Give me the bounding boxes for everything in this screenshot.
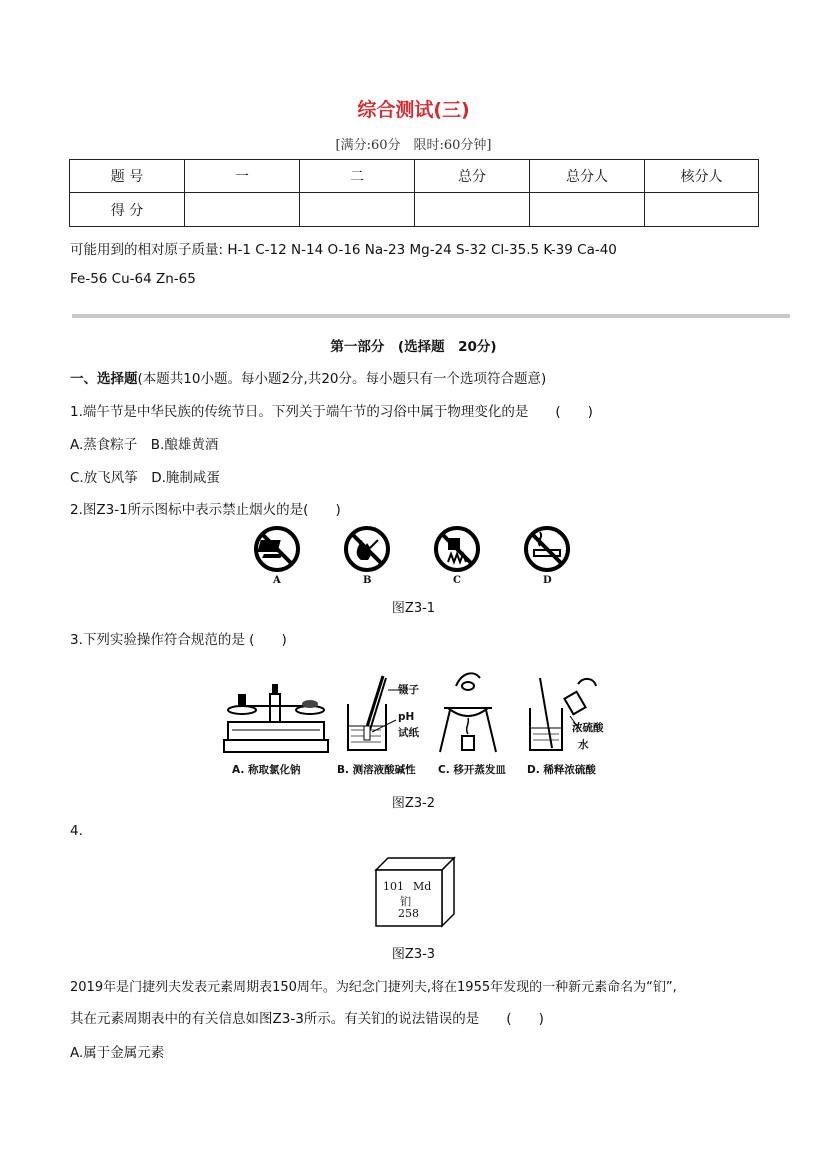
score-row-label: 得 分 [70, 193, 185, 227]
question-4-stem-line1: 2019年是门捷列夫发表元素周期表150周年。为纪念门捷列夫,将在1955年发现的一种新元素命名为“钔”, [70, 980, 677, 995]
score-table-header-row [70, 160, 759, 193]
score-cell[interactable] [185, 193, 300, 227]
experiment-figure [218, 664, 618, 760]
sign-label-d: D [543, 575, 552, 586]
experiment-caption-a: A. 称取氯化钠 [232, 764, 301, 776]
section-description: (本题共10小题。每小题2分,共20分。每小题只有一个选项符合题意) [137, 371, 547, 387]
score-header-cell: 二 [300, 160, 415, 193]
element-name: 钔 [400, 895, 411, 908]
element-atomic-number: 101 [383, 880, 404, 893]
page-title: 综合测试(三) [357, 99, 470, 121]
score-table [69, 159, 759, 227]
score-header-cell: 总分 [415, 160, 530, 193]
no-open-flame-icon [346, 528, 388, 570]
score-header-cell: 核分人 [645, 160, 759, 193]
exam-limits: [满分:60分 限时:60分钟] [335, 138, 492, 153]
experiment-caption-c: C. 移开蒸发皿 [438, 764, 506, 776]
label-test-paper: 试纸 [398, 727, 419, 739]
score-cell[interactable] [415, 193, 530, 227]
sign-label-b: B [363, 575, 372, 586]
score-header-cell: 一 [185, 160, 300, 193]
question-1-stem: 1.端午节是中华民族的传统节日。下列关于端午节的习俗中属于物理变化的是 ( ) [70, 404, 593, 420]
label-water: 水 [578, 739, 589, 751]
figure-caption-z3-2: 图Z3-2 [391, 796, 436, 811]
experiment-caption-d: D. 稀释浓硫酸 [527, 764, 596, 776]
question-3-stem: 3.下列实验操作符合规范的是 ( ) [70, 632, 287, 648]
label-ph: pH [398, 711, 415, 723]
score-table-score-row [70, 193, 759, 227]
section-divider [72, 314, 790, 318]
score-cell[interactable] [530, 193, 645, 227]
score-header-cell: 题 号 [70, 160, 185, 193]
label-tweezers: 镊子 [398, 684, 419, 696]
score-header-cell: 总分人 [530, 160, 645, 193]
no-fireworks-icon [436, 528, 478, 570]
question-4-number: 4. [70, 823, 83, 839]
sign-label-c: C [453, 575, 461, 586]
section-title: 一、选择题 [70, 371, 138, 387]
sign-label-a: A [273, 575, 281, 586]
part-heading: 第一部分 (选择题 20分) [330, 339, 497, 355]
no-smoking-icon [526, 528, 568, 570]
figure-caption-z3-1: 图Z3-1 [391, 601, 436, 616]
atomic-masses-line1: 可能用到的相对原子质量: H-1 C-12 N-14 O-16 Na-23 Mg-24 S-32 Cl-35.5 K-39 Ca-40 [70, 242, 617, 258]
question-1-options-cd: C.放飞风筝 D.腌制咸蛋 [70, 470, 220, 486]
question-4-stem-line2: 其在元素周期表中的有关信息如图Z3-3所示。有关钔的说法错误的是 ( ) [70, 1011, 544, 1027]
question-4-option-a: A.属于金属元素 [70, 1045, 165, 1061]
atomic-masses-line2: Fe-56 Cu-64 Zn-65 [70, 271, 196, 287]
question-2-stem: 2.图Z3-1所示图标中表示禁止烟火的是( ) [70, 502, 341, 518]
question-1-options-ab: A.蒸食粽子 B.酿雄黄酒 [70, 437, 219, 453]
score-cell[interactable] [645, 193, 759, 227]
section-instructions [70, 367, 546, 387]
score-cell[interactable] [300, 193, 415, 227]
element-mass: 258 [398, 907, 419, 920]
element-symbol: Md [413, 880, 432, 893]
no-fire-material-icon [256, 528, 298, 570]
evaporating-dish-illustration [440, 673, 496, 752]
balance-illustration [224, 684, 328, 752]
label-concentrated-acid: 浓硫酸 [572, 722, 604, 734]
experiment-caption-b: B. 测溶液酸碱性 [337, 764, 416, 776]
figure-caption-z3-3: 图Z3-3 [391, 947, 436, 962]
safety-signs-figure [250, 524, 580, 576]
